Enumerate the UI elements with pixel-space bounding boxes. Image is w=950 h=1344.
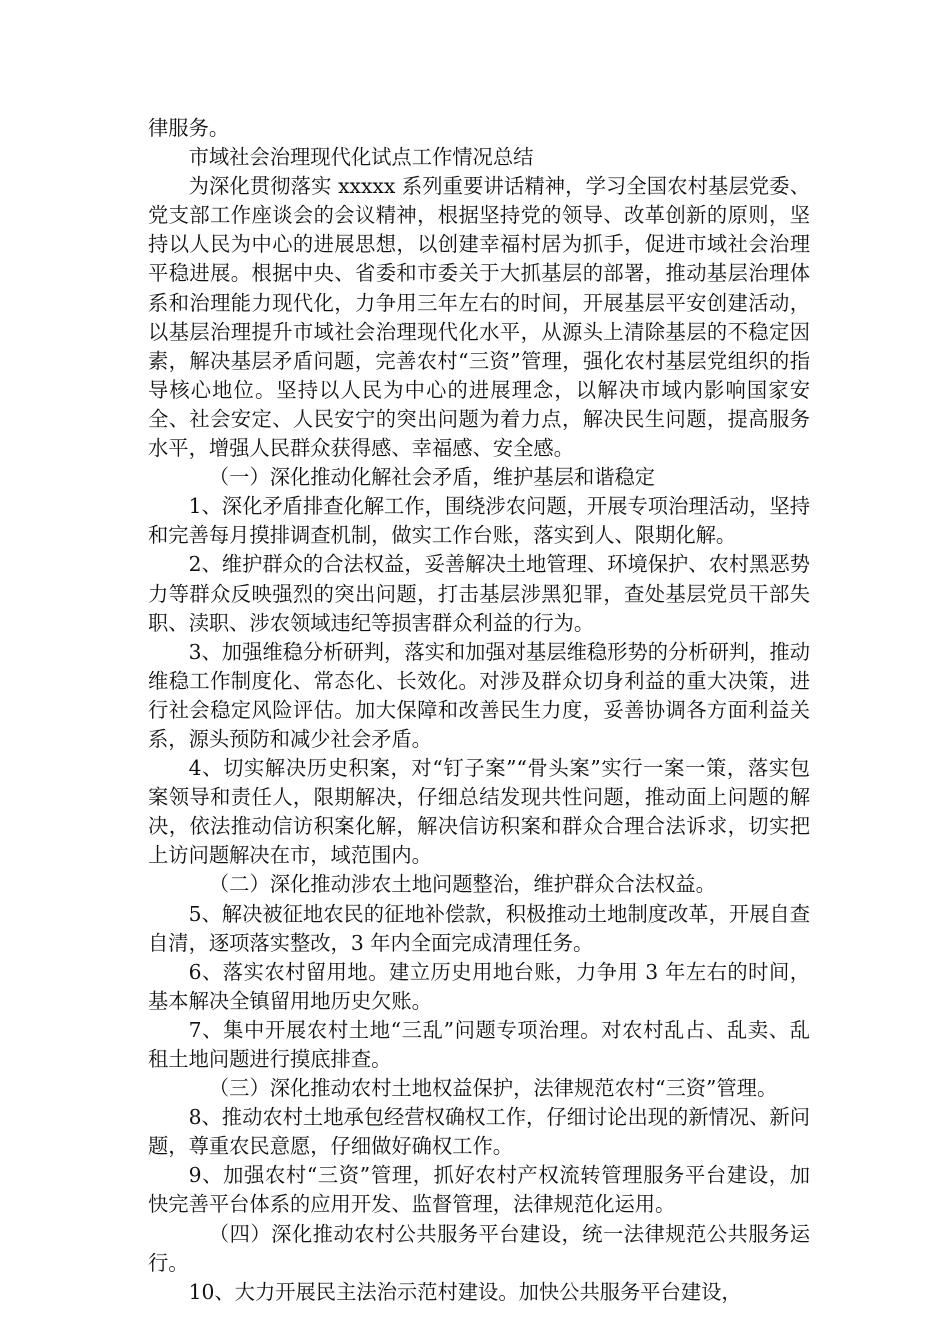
item-paragraph-4: 4、切实解决历史积案，对“钉子案”“骨头案”实行一案一策，落实包案领导和责任人，限期解决，仔细总结发现共性问题，推动面上问题的解决，依法推动信访积案化解，解决信访积案和群众合理合法诉求，切实把上访问题解决在市，域范围内。 bbox=[148, 756, 810, 868]
section-heading-3: （三）深化推动农村土地权益保护，法律规范农村“三资”管理。 bbox=[208, 1076, 778, 1101]
item-paragraph-7: 7、集中开展农村土地“三乱”问题专项治理。对农村乱占、乱卖、乱租土地问题进行摸底排查。 bbox=[148, 1017, 810, 1071]
continuation-text: 律服务。 bbox=[148, 116, 230, 140]
intro-paragraph: 为深化贯彻落实 xxxxx 系列重要讲话精神，学习全国农村基层党委、党支部工作座谈会的会议精神，根据坚持党的领导、改革创新的原则，坚持以人民为中心的进展思想，以创建幸福村居为抓手，促进市域社会治理平稳进展。根据中央、省委和市委关于大抓基层的部署，推动基层治理体系和治理能力现代化，力争用三年左右的时间，开展基层平安创建活动，以基层治理提升市域社会治理现代化水平，从源头上清除基层的不稳定因素，解决基层矛盾问题，完善农村“三资”管理，强化农村基层党组织的指导核心地位。坚持以人民为中心的进展理念，以解决市域内影响国家安全、社会安定、人民安宁的突出问题为着力点，解决民生问题，提高服务水平，增强人民群众获得感、幸福感、安全感。 bbox=[148, 174, 810, 461]
item-paragraph-9: 9、加强农村“三资”管理，抓好农村产权流转管理服务平台建设，加快完善平台体系的应用开发、监督管理，法律规范化运用。 bbox=[148, 1163, 810, 1217]
document-title: 市域社会治理现代化试点工作情况总结 bbox=[188, 145, 534, 170]
item-paragraph-5: 5、解决被征地农民的征地补偿款，积极推动土地制度改革，开展自查自清，逐项落实整改，3 年内全面完成清理任务。 bbox=[148, 901, 810, 955]
section-heading-1: （一）深化推动化解社会矛盾，维护基层和谐稳定 bbox=[208, 465, 656, 490]
item-paragraph-1: 1、深化矛盾排查化解工作，围绕涉农问题，开展专项治理活动，坚持和完善每月摸排调查机制，做实工作台账，落实到人、限期化解。 bbox=[148, 494, 810, 548]
section-heading-2: （二）深化推动涉农土地问题整治，维护群众合法权益。 bbox=[208, 872, 716, 897]
item-paragraph-10: 10、大力开展民主法治示范村建设。加快公共服务平台建设， bbox=[188, 1279, 742, 1304]
item-paragraph-6: 6、落实农村留用地。建立历史用地台账，力争用 3 年左右的时间，基本解决全镇留用地历史欠账。 bbox=[148, 959, 810, 1013]
section-heading-4: （四）深化推动农村公共服务平台建设，统一法律规范公共服务运行。 bbox=[148, 1221, 810, 1275]
item-paragraph-8: 8、推动农村土地承包经营权确权工作，仔细讨论出现的新情况、新问题，尊重农民意愿，仔细做好确权工作。 bbox=[148, 1105, 810, 1159]
item-paragraph-2: 2、维护群众的合法权益，妥善解决土地管理、环境保护、农村黑恶势力等群众反映强烈的突出问题，打击基层涉黑犯罪，查处基层党员干部失职、渎职、涉农领域违纪等损害群众利益的行为。 bbox=[148, 552, 810, 635]
item-paragraph-3: 3、加强维稳分析研判，落实和加强对基层维稳形势的分析研判，推动维稳工作制度化、常态化、长效化。对涉及群众切身利益的重大决策，进行社会稳定风险评估。加大保障和改善民生力度，妥善协调各方面利益关系，源头预防和减少社会矛盾。 bbox=[148, 639, 810, 751]
document-page bbox=[148, 114, 810, 1307]
